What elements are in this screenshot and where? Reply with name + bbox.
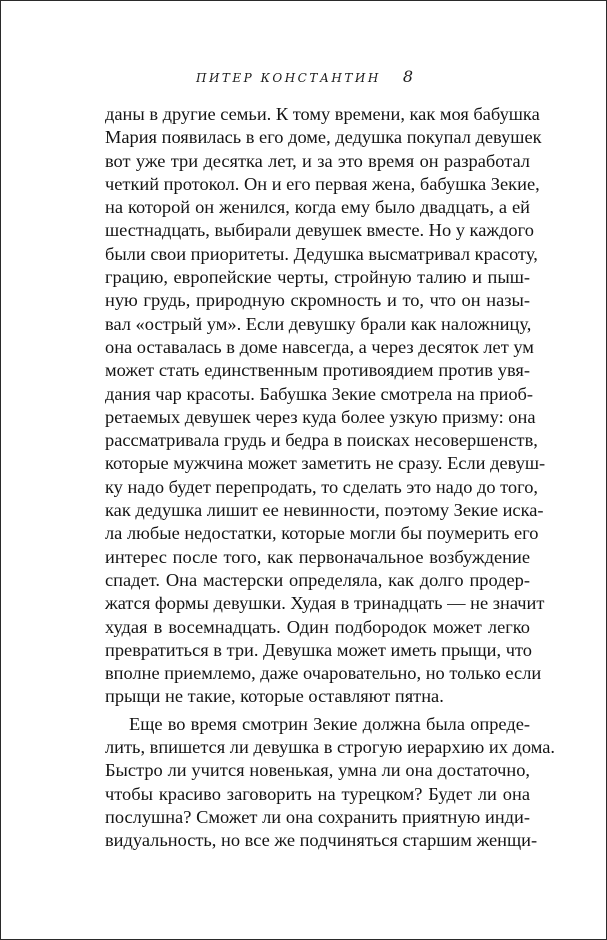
text-line: как дедушка лишит ее невинности, поэтому Зекие иска- <box>105 500 544 521</box>
text-line: ретаемых девушек через куда более узкую призму: она <box>105 406 536 427</box>
running-header <box>1 67 607 86</box>
body-text <box>105 103 555 853</box>
text-line: чтобы красиво заговорить на турецком? Будет ли она <box>105 783 530 804</box>
text-line: даны в другие семьи. К тому времени, как моя бабушка <box>105 104 540 124</box>
text-line: худая в восемнадцать. Один подбородок может легко <box>105 616 530 637</box>
text-line: на которой он женился, когда ему было двадцать, а ей <box>105 197 530 218</box>
text-line: превратиться в три. Девушка может иметь прыщи, что <box>105 639 532 660</box>
text-line: шестнадцать, выбирали девушек вместе. Но у каждого <box>105 220 534 241</box>
text-line: Мария появилась в его доме, дедушка покупал девушек <box>105 127 542 148</box>
text-line: рассматривала грудь и бедра в поисках несовершенств, <box>105 430 538 451</box>
text-line: вполне приемлемо, даже очаровательно, но только если <box>105 663 542 684</box>
text-line: прыщи не такие, которые оставляют пятна. <box>105 686 444 707</box>
text-line: лить, впишется ли девушка в строгую иерархию их дома. <box>105 737 555 758</box>
text-line: жатся формы девушки. Худая в тринадцать — не значит <box>105 593 545 614</box>
page-number: 8 <box>402 67 414 86</box>
text-line: видуальность, но все же подчиняться старшим женщи- <box>105 830 538 851</box>
text-line: послушна? Сможет ли она сохранить приятную инди- <box>105 806 530 827</box>
paragraph-2 <box>105 713 555 853</box>
text-line: которые мужчина может заметить не сразу. Если девуш- <box>105 453 546 474</box>
text-line: ку надо будет перепродать, то сделать это надо до того, <box>105 476 539 497</box>
text-line: вот уже три десятка лет, и за это время он разработал <box>105 150 530 171</box>
text-line: вал «острый ум». Если девушку брали как наложницу, <box>105 313 532 334</box>
text-line: были свои приоритеты. Дедушка высматривал красоту, <box>105 243 538 264</box>
text-line: интерес после того, как первоначальное возбуждение <box>105 546 530 567</box>
text-line: Еще во время смотрин Зекие должна была опреде- <box>129 713 530 734</box>
text-line: грацию, европейские черты, стройную талию и пыш- <box>105 267 530 288</box>
text-line: спадет. Она мастерски определяла, как долго продер- <box>105 569 530 590</box>
paragraph-1 <box>105 103 546 709</box>
text-line: четкий протокол. Он и его первая жена, бабушка Зекие, <box>105 173 540 194</box>
text-line: дания чар красоты. Бабушка Зекие смотрела на приоб- <box>105 383 533 404</box>
text-line: ную грудь, природную скромность и то, что он назы- <box>105 290 530 311</box>
text-line: ла любые недостатки, которые могли бы поумерить его <box>105 523 539 544</box>
text-line: может стать единственным противоядием против увя- <box>105 360 530 381</box>
running-title: ПИТЕР КОНСТАНТИН <box>195 71 381 85</box>
text-line: Быстро ли учится новенькая, умна ли она достаточно, <box>105 760 530 781</box>
text-line: она оставалась в доме навсегда, а через десяток лет ум <box>105 336 534 357</box>
